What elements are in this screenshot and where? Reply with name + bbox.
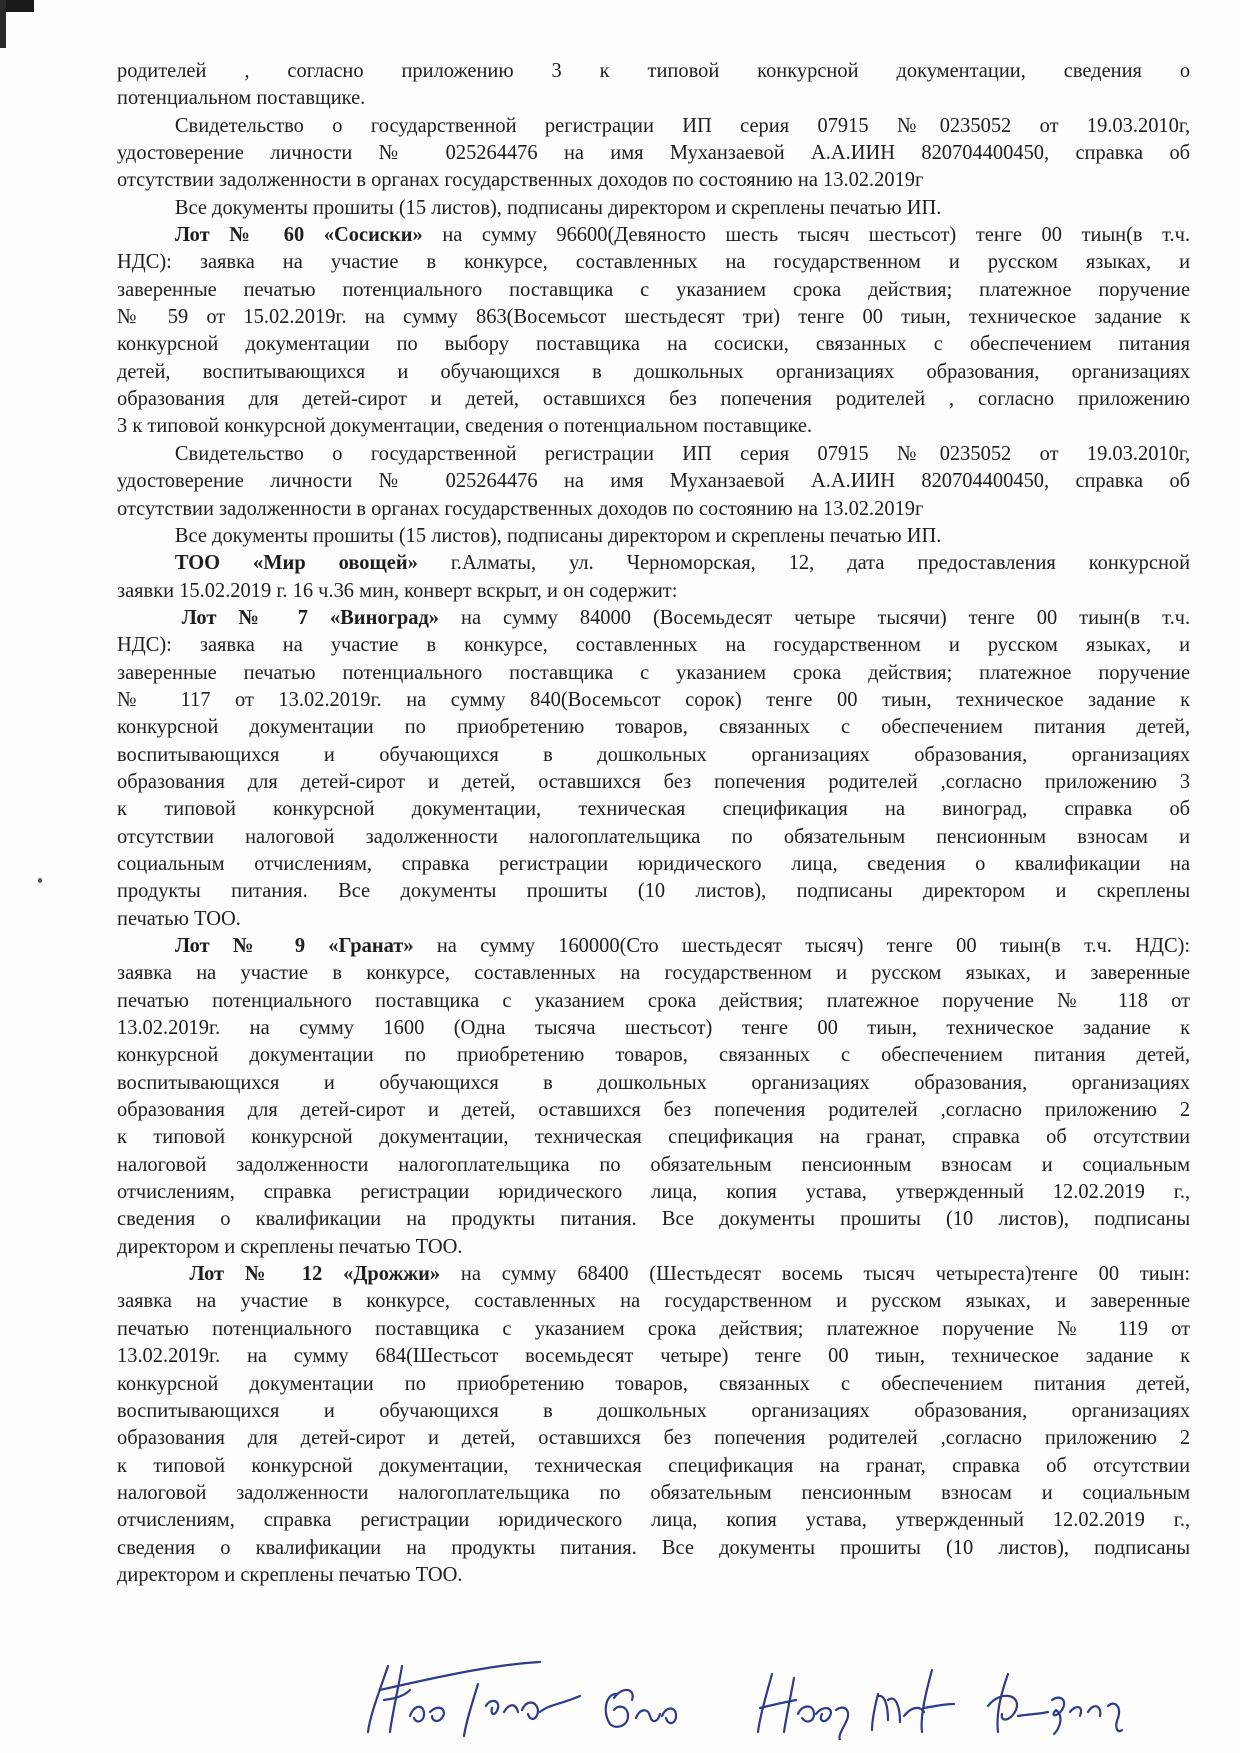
text-line: отсутствии задолженности в органах государственных доходов по состоянию на 13.02.2019г [117, 167, 924, 192]
text-line: налоговой задолженности налогоплательщика по обязательным пенсионным взносам и социальным [117, 1151, 1191, 1176]
signature-6 [988, 1674, 1122, 1734]
text-line: детей, воспитывающихся и обучающихся в дошкольных организациях образования, организациях [117, 358, 1191, 383]
text-line: Все документы прошиты (15 листов), подписаны директором и скреплены печатью ИП. [174, 522, 942, 547]
text-line: образования для детей-сирот и детей, оставшихся без попечения родителей , согласно приложению [117, 386, 1191, 411]
text-line: к типовой конкурсной документации, техническая спецификация на гранат, справка об отсутствии [117, 1124, 1191, 1149]
document-body [117, 57, 1190, 1588]
text-fragment: на сумму 160000(Сто шестьдесят тысяч) тенге 00 тиын(в т.ч. НДС): [436, 933, 1191, 957]
text-line: Свидетельство о государственной регистрации ИП серия 07915 №0235052 от 19.03.2010г, [174, 440, 1191, 465]
company-name: ТОО «Мир овощей» [174, 550, 418, 575]
text-line: налоговой задолженности налогоплательщика по обязательным пенсионным взносам и социальным [117, 1479, 1191, 1504]
text-line: заявка на участие в конкурсе, составленных на государственном и русском языках, и заверенные [117, 960, 1191, 985]
lot-title: Лот № 12 «Дрожжи» [189, 1261, 441, 1286]
text-line: сведения о квалификации на продукты питания. Все документы прошиты (10 листов), подписаны [117, 1534, 1191, 1559]
lot-heading-line [117, 932, 1190, 959]
text-line: образования для детей-сирот и детей, оставшихся без попечения родителей ,согласно приложению 2 [117, 1097, 1191, 1122]
signature-3 [606, 1690, 676, 1727]
text-line: 3 к типовой конкурсной документации, сведения о потенциальном поставщике. [117, 413, 813, 438]
text-line: отчислениям, справка регистрации юридического лица, копия устава, утвержденный 12.02.2019 г., [117, 1507, 1191, 1532]
text-line: конкурсной документации по приобретению товаров, связанных с обеспечением питания детей, [117, 1042, 1191, 1067]
text-line: заявка на участие в конкурсе, составленных на государственном и русском языках, и заверенные [117, 1288, 1191, 1313]
text-line: к типовой конкурсной документации, техническая спецификация на виноград, справка об [117, 796, 1191, 821]
text-line: к типовой конкурсной документации, техническая спецификация на гранат, справка об отсутствии [117, 1452, 1191, 1477]
text-line: социальным отчислениям, справка регистрации юридического лица, сведения о квалификации на [117, 850, 1191, 875]
lot-heading-line [117, 1260, 1190, 1287]
text-line: 13.02.2019г. на сумму 1600 (Одна тысяча шестьсот) тенге 00 тиын, техническое задание к [117, 1015, 1191, 1040]
lot-heading-line [117, 221, 1190, 248]
text-line: директором и скреплены печатью ТОО. [117, 1561, 463, 1586]
text-line: конкурсной документации по выбору поставщика на сосиски, связанных с обеспечением питания [117, 331, 1191, 356]
text-line: НДС): заявка на участие в конкурсе, составленных на государственном и русском языках, и [117, 249, 1191, 274]
text-line: печатью потенциального поставщика с указанием срока действия; платежное поручение № 119 от [117, 1315, 1191, 1340]
text-line: родителей , согласно приложению 3 к типовой конкурсной документации, сведения о [117, 58, 1191, 82]
text-line: Свидетельство о государственной регистрации ИП серия 07915 №0235052 от 19.03.2010г, [174, 112, 1191, 137]
text-fragment: на сумму 96600(Девяносто шесть тысяч шестьсот) тенге 00 тиын(в т.ч. [442, 222, 1191, 247]
text-line: печатью потенциального поставщика с указанием срока действия; платежное поручение № 118 от [117, 987, 1191, 1012]
signatures [340, 1660, 1220, 1740]
text-line: воспитывающихся и обучающихся в дошкольных организациях образования, организациях [117, 741, 1191, 766]
text-line: директором и скреплены печатью ТОО. [117, 1233, 463, 1258]
text-line: заверенные печатью потенциального поставщика с указанием срока действия; платежное поручение [117, 659, 1191, 684]
text-line: Все документы прошиты (15 листов), подписаны директором и скреплены печатью ИП. [174, 194, 942, 219]
text-line: образования для детей-сирот и детей, оставшихся без попечения родителей ,согласно приложению 2 [117, 1425, 1191, 1450]
text-line: образования для детей-сирот и детей, оставшихся без попечения родителей ,согласно приложению 3 [117, 768, 1191, 793]
text-line: воспитывающихся и обучающихся в дошкольных организациях образования, организациях [117, 1397, 1191, 1422]
text-line: печатью ТОО. [117, 905, 241, 930]
text-line: № 117 от 13.02.2019г. на сумму 840(Восемьсот сорок) тенге 00 тиын, техническое задание к [117, 686, 1191, 711]
ink-speck [38, 878, 42, 883]
text-line: 13.02.2019г. на сумму 684(Шестьсот восемьдесят четыре) тенге 00 тиын, техническое задание к [117, 1343, 1191, 1368]
text-line: конкурсной документации по приобретению товаров, связанных с обеспечением питания детей, [117, 1370, 1191, 1395]
text-line: удостоверение личности № 025264476 на имя Муханзаевой А.А.ИИН 820704400450, справка об [117, 468, 1191, 493]
signature-1 [368, 1662, 540, 1732]
text-line: продукты питания. Все документы прошиты (10 листов), подписаны директором и скреплены [117, 878, 1191, 903]
text-line: отчислениям, справка регистрации юридического лица, копия устава, утвержденный 12.02.2019 г., [117, 1179, 1191, 1204]
text-line: удостоверение личности № 025264476 на имя Муханзаевой А.А.ИИН 820704400450, справка об [117, 140, 1191, 165]
text-fragment: на сумму 68400 (Шестьдесят восемь тысяч четыреста)тенге 00 тиын: [460, 1261, 1191, 1286]
lot-title: Лот № 9 «Гранат» [174, 933, 414, 957]
text-fragment: г.Алматы, ул. Черноморская, 12, дата предоставления конкурсной [450, 550, 1191, 575]
signature-5 [872, 1670, 954, 1732]
text-line: заявки 15.02.2019 г. 16 ч.36 мин, конверт вскрыт, и он содержит: [117, 577, 678, 602]
signature-2 [464, 1684, 580, 1736]
signature-4 [758, 1674, 848, 1740]
text-line: воспитывающихся и обучающихся в дошкольных организациях образования, организациях [117, 1069, 1191, 1094]
text-line: НДС): заявка на участие в конкурсе, составленных на государственном и русском языках, и [117, 632, 1191, 657]
text-line: № 59 от 15.02.2019г. на сумму 863(Восемьсот шестьдесят три) тенге 00 тиын, техническое задание к [117, 304, 1191, 329]
text-line: заверенные печатью потенциального поставщика с указанием срока действия; платежное поручение [117, 276, 1191, 301]
text-line: отсутствии налоговой задолженности налогоплательщика по обязательным пенсионным взносам и [117, 823, 1191, 848]
lot-title: Лот № 60 «Сосиски» [174, 222, 423, 247]
text-line: конкурсной документации по приобретению товаров, связанных с обеспечением питания детей, [117, 714, 1191, 739]
text-line: отсутствии задолженности в органах государственных доходов по состоянию на 13.02.2019г [117, 495, 924, 520]
company-heading-line [117, 549, 1190, 576]
lot-heading-line [117, 604, 1190, 631]
lot-title: Лот № 7 «Виноград» [181, 604, 440, 629]
text-line: сведения о квалификации на продукты питания. Все документы прошиты (10 листов), подписаны [117, 1206, 1191, 1231]
scan-edge-artifact [0, 0, 6, 48]
text-fragment: на сумму 84000 (Восемьдесят четыре тысячи) тенге 00 тиын(в т.ч. [461, 604, 1191, 629]
text-line: потенциальном поставщике. [117, 85, 366, 110]
